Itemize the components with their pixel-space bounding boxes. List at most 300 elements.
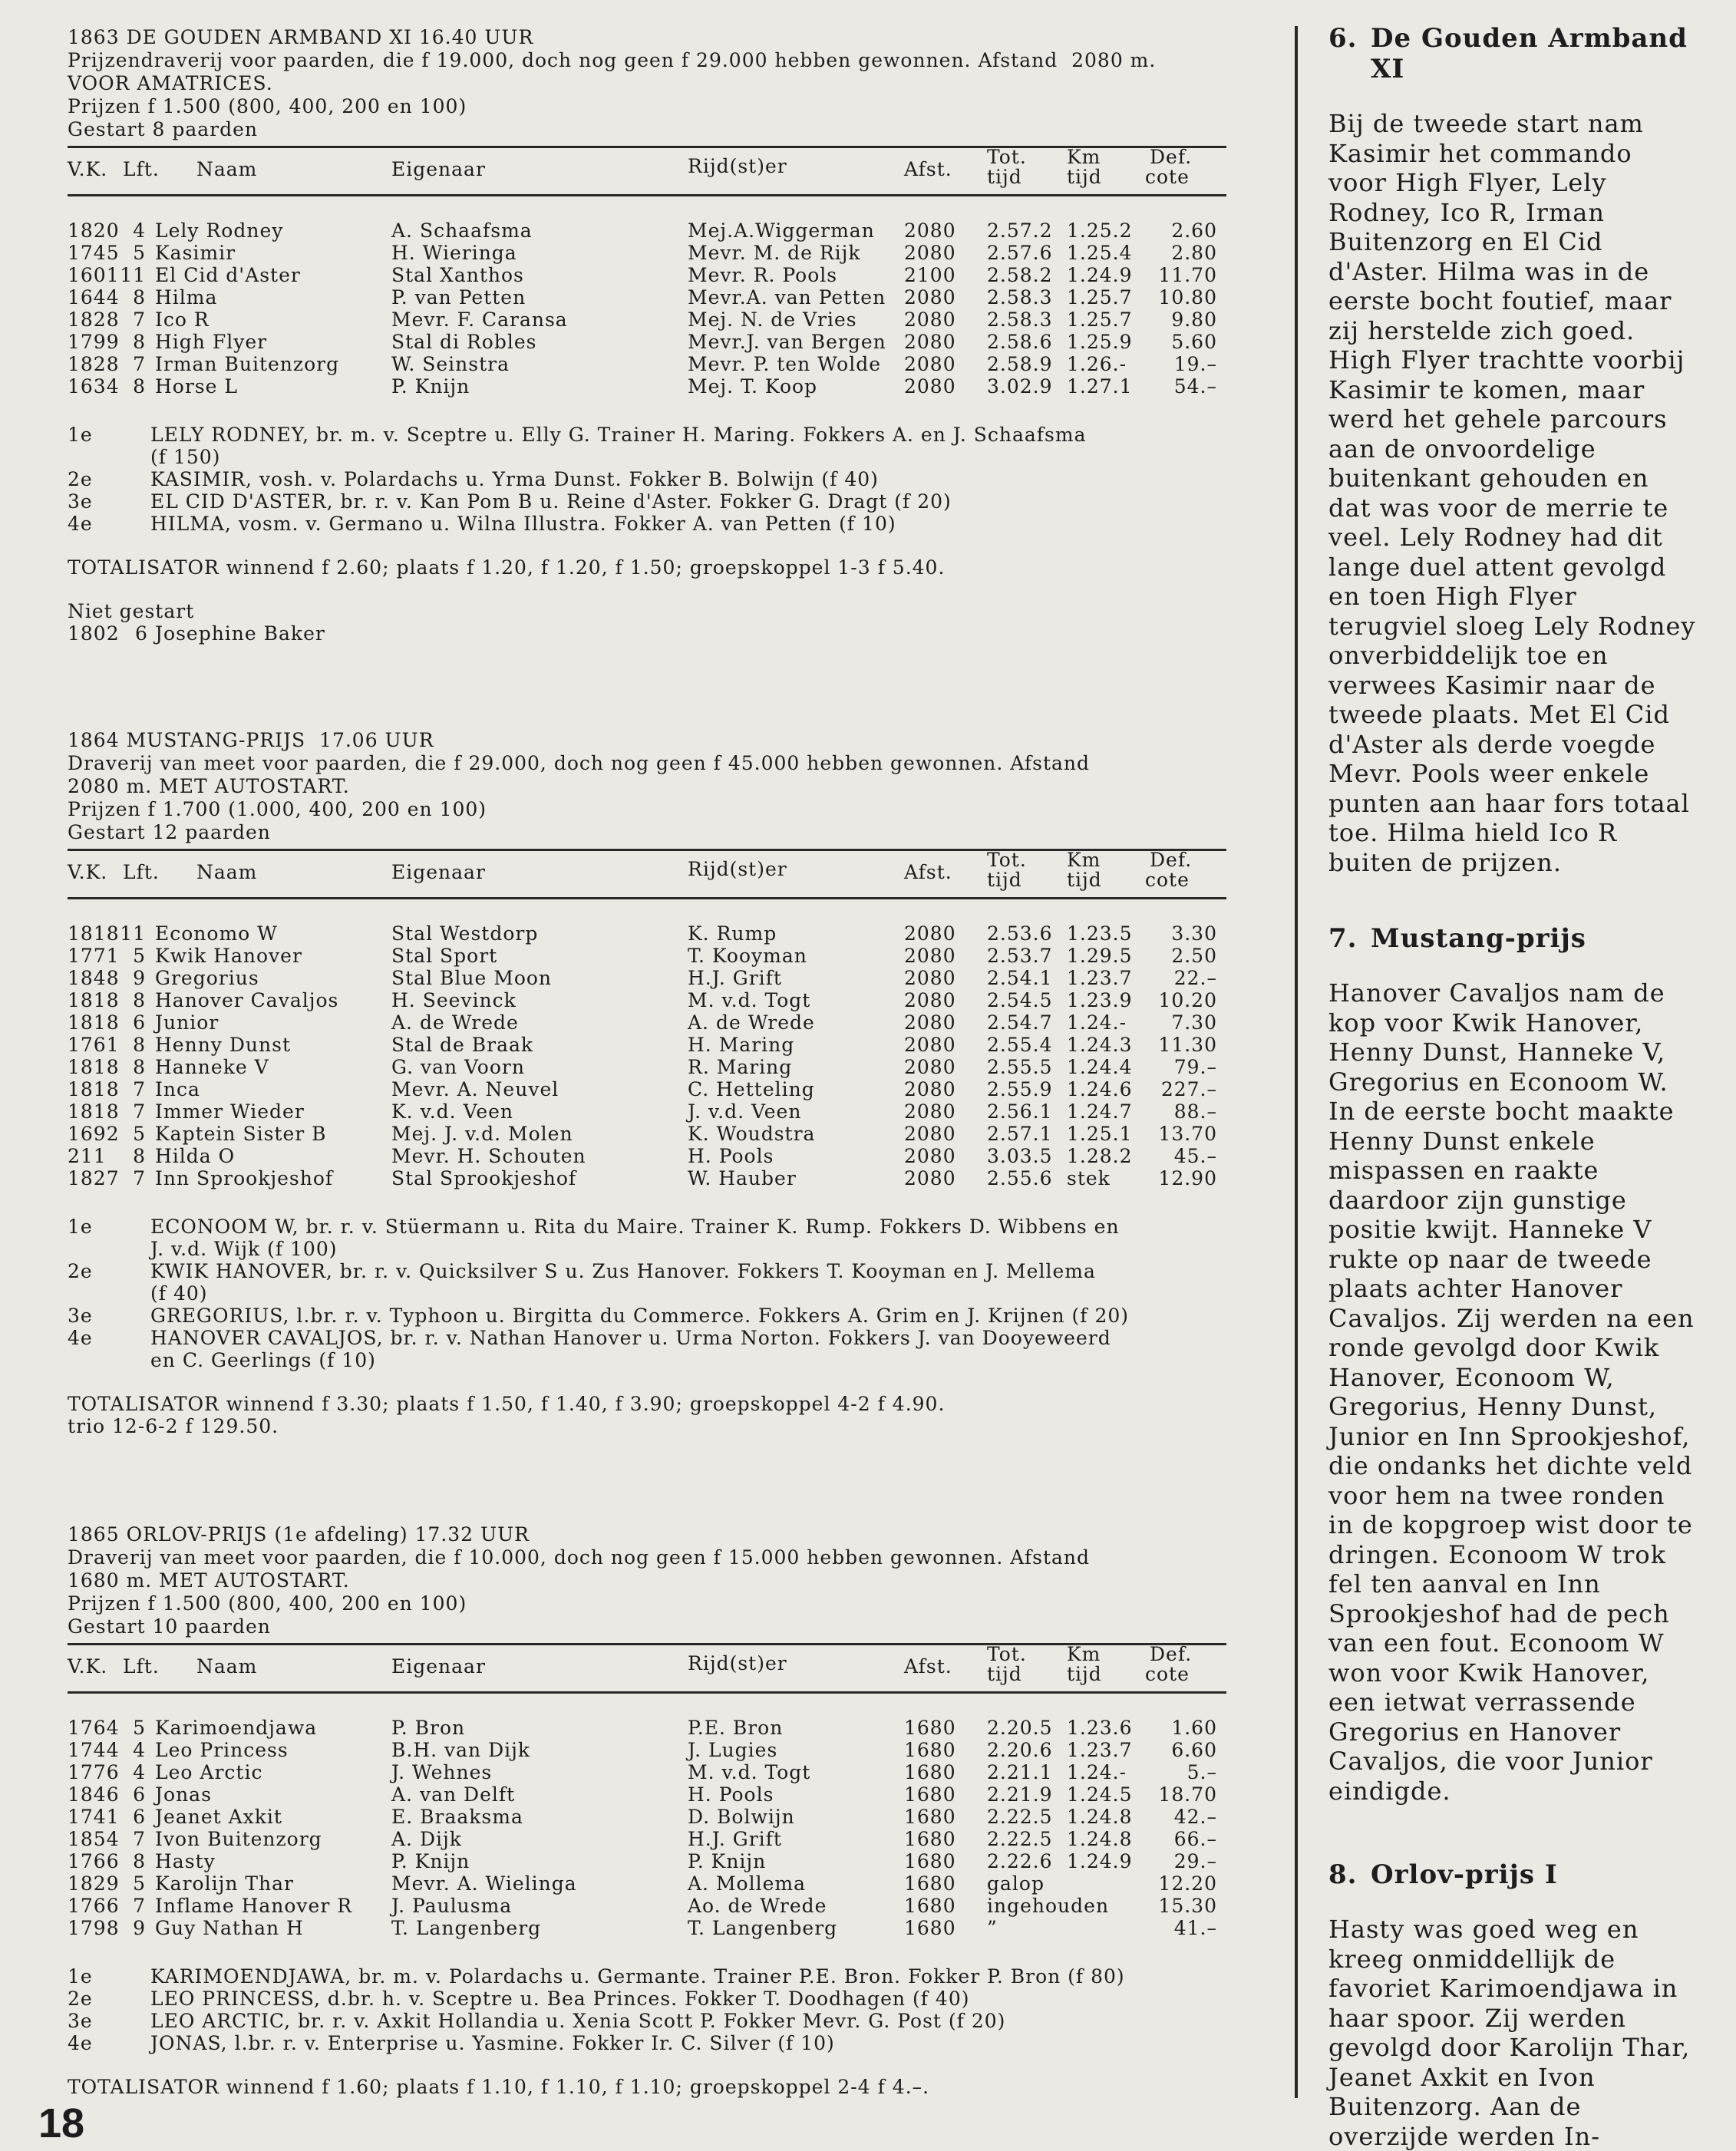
placing-text-continued: en C. Geerlings (f 10) [150,1349,376,1371]
tot-tijd-cell: 2.57.2 [987,219,1053,242]
rijder-cell: P. Knijn [688,1850,767,1872]
rijder-cell: W. Hauber [688,1167,797,1189]
km-tijd-cell: 1.24.8 [1067,1828,1133,1850]
totalisator-line: TOTALISATOR winnend f 3.30; plaats f 1.50, f 1.40, f 3.90; groepskoppel 4-2 f 4.90. [68,1393,946,1415]
lft-cell: 8 [133,1056,146,1078]
afst-cell: 2080 [904,1011,956,1034]
placing-text: JONAS, l.br. r. v. Enterprise u. Yasmine. Fokker Ir. C. Silver (f 10) [150,2032,835,2054]
def-cote-cell: 7.30 [1171,1011,1217,1034]
def-cote-cell: 5.– [1186,1761,1217,1783]
km-tijd-cell: 1.25.7 [1067,308,1133,331]
tot-tijd-cell: ingehouden [987,1895,1110,1917]
def-cote-cell: 1.60 [1171,1717,1217,1739]
vk-cell: 1820 [68,219,120,242]
column-header-rijder: Rijd(st)er [688,155,787,177]
rijder-cell: Mevr. M. de Rijk [688,242,861,264]
column-header-naam: Naam [196,1655,258,1678]
afst-cell: 2080 [904,375,956,398]
rijder-cell: A. Mollema [688,1872,806,1895]
race-header-line: VOOR AMATRICES. [68,72,273,94]
eigenaar-cell: A. de Wrede [391,1011,519,1034]
table-row [68,1895,1226,1917]
column-header-tot2: tijd [987,1663,1022,1685]
column-header-tot1: Tot. [987,1643,1027,1665]
tot-tijd-cell: 2.58.9 [987,353,1053,375]
placing-text: ECONOOM W, br. r. v. Stüermann u. Rita du Maire. Trainer K. Rump. Fokkers D. Wibbens en [150,1216,1120,1238]
placing-entry [68,468,1226,490]
placing-text: HANOVER CAVALJOS, br. r. v. Nathan Hanover u. Urma Norton. Fokkers J. van Dooyeweerd [150,1327,1111,1349]
race-results-list [68,26,1226,2098]
naam-cell: Gregorius [155,967,259,989]
rijder-cell: H. Maring [688,1034,795,1056]
lft-cell: 5 [133,945,146,967]
totalisator-line: TOTALISATOR winnend f 1.60; plaats f 1.10, f 1.10, f 1.10; groepskoppel 2-4 f 4.–. [68,2076,930,2098]
afst-cell: 2080 [904,1145,956,1167]
def-cote-cell: 79.– [1173,1056,1217,1078]
table-row [68,331,1226,353]
rijder-cell: C. Hetteling [688,1078,815,1100]
commentary-title-line: XI [1371,54,1405,84]
def-cote-cell: 42.– [1173,1806,1217,1828]
afst-cell: 1680 [904,1872,956,1895]
naam-cell: Economo W [155,922,278,945]
totalisator [68,556,1226,579]
placing-rank: 4e [68,513,93,535]
column-header-tot2: tijd [987,166,1022,188]
column-header-lft: Lft. [123,1655,160,1678]
afst-cell: 1680 [904,1783,956,1806]
vk-cell: 1766 [68,1850,120,1872]
naam-cell: Inflame Hanover R [155,1895,353,1917]
placing-entry [68,490,1226,513]
vk-cell: 1601 [68,264,120,286]
rijder-cell: Mej.A.Wiggerman [688,219,875,242]
tot-tijd-cell: 2.54.5 [987,989,1053,1011]
table-row [68,308,1226,331]
column-header-def2: cote [1145,166,1190,188]
afst-cell: 2080 [904,353,956,375]
race-header [68,729,1226,844]
lft-cell: 4 [133,1739,146,1761]
table-row [68,989,1226,1011]
race-block [68,26,1226,645]
km-tijd-cell: 1.24.- [1067,1011,1127,1034]
eigenaar-cell: Mevr. A. Wielinga [391,1872,577,1895]
tot-tijd-cell: 2.58.6 [987,331,1053,353]
tot-tijd-cell: 2.55.4 [987,1034,1053,1056]
eigenaar-cell: P. van Petten [391,286,526,308]
km-tijd-cell: 1.24.3 [1067,1034,1133,1056]
km-tijd-cell: 1.23.7 [1067,1739,1133,1761]
afst-cell: 1680 [904,1739,956,1761]
naam-cell: Jeanet Axkit [155,1806,282,1828]
race-block [68,1523,1226,2098]
table-row [68,1783,1226,1806]
race-header [68,26,1226,141]
def-cote-cell: 22.– [1173,967,1217,989]
placing-text-continued: J. v.d. Wijk (f 100) [150,1238,338,1260]
vk-cell: 1744 [68,1739,120,1761]
placing-entry [68,1988,1226,2010]
naam-cell: Hilma [155,286,218,308]
race-header-line: Gestart 12 paarden [68,821,271,843]
race-header-line: Prijzen f 1.700 (1.000, 400, 200 en 100) [68,798,487,820]
naam-cell: Leo Princess [155,1739,289,1761]
afst-cell: 2080 [904,989,956,1011]
lft-cell: 4 [133,1761,146,1783]
totalisator [68,1393,1226,1437]
table-body [68,219,1226,398]
vk-cell: 1798 [68,1917,120,1939]
column-header-km1: Km [1067,146,1101,168]
eigenaar-cell: Stal Xanthos [391,264,524,286]
vk-cell: 1818 [68,1100,120,1123]
eigenaar-cell: W. Seinstra [391,353,510,375]
column-header-def2: cote [1145,1663,1190,1685]
naam-cell: Immer Wieder [155,1100,305,1123]
column-header-eigenaar: Eigenaar [391,1655,486,1678]
def-cote-cell: 9.80 [1171,308,1217,331]
eigenaar-cell: K. v.d. Veen [391,1100,514,1123]
naam-cell: High Flyer [155,331,268,353]
eigenaar-cell: Mevr. A. Neuvel [391,1078,559,1100]
rijder-cell: H.J. Grift [688,1828,782,1850]
table-row [68,1056,1226,1078]
race-header-line: Draverij van meet voor paarden, die f 29.000, doch nog geen f 45.000 hebben gewonnen. Afstand [68,752,1091,774]
lft-cell: 6 [133,1783,146,1806]
table-header [68,1643,1226,1694]
lft-cell: 7 [133,1100,146,1123]
lft-cell: 11 [120,922,146,945]
def-cote-cell: 11.70 [1158,264,1217,286]
placing-rank: 2e [68,1260,93,1282]
km-tijd-cell: 1.24.9 [1067,264,1133,286]
race-header-line: 1865 ORLOV-PRIJS (1e afdeling) 17.32 UUR [68,1523,530,1546]
lft-cell: 6 [135,622,148,645]
vk-cell: 1802 [68,622,120,645]
afst-cell: 2080 [904,922,956,945]
placings [68,424,1226,535]
vk-cell: 1818 [68,1011,120,1034]
naam-cell: Ivon Buitenzorg [155,1828,322,1850]
vk-cell: 1771 [68,945,120,967]
placing-text: LELY RODNEY, br. m. v. Sceptre u. Elly G. Trainer H. Maring. Fokkers A. en J. Schaafsma [150,424,1087,446]
naam-cell: Kwik Hanover [155,945,302,967]
km-tijd-cell: 1.24.5 [1067,1783,1133,1806]
vk-cell: 1634 [68,375,120,398]
km-tijd-cell: 1.28.2 [1067,1145,1133,1167]
placing-text: KASIMIR, vosh. v. Polardachs u. Yrma Dunst. Fokker B. Bolwijn (f 40) [150,468,879,490]
column-header-def1: Def. [1150,1643,1193,1665]
vk-cell: 1644 [68,286,120,308]
placing-rank: 4e [68,1327,93,1349]
vk-cell: 1827 [68,1167,120,1189]
placing-text-continued: (f 150) [150,446,221,468]
commentary-title-line [1328,923,1697,954]
column-header-def1: Def. [1150,146,1193,168]
race-header-line: Prijzen f 1.500 (800, 400, 200 en 100) [68,1592,467,1615]
commentary-title-text: De Gouden Armband [1371,23,1688,54]
naam-cell: Lely Rodney [155,219,284,242]
naam-cell: Hanover Cavaljos [155,989,339,1011]
afst-cell: 2080 [904,945,956,967]
column-header-vk: V.K. [68,158,108,180]
eigenaar-cell: J. Paulusma [391,1895,513,1917]
eigenaar-cell: P. Bron [391,1717,466,1739]
table-row [68,1761,1226,1783]
not-started-entry [68,622,1226,645]
tot-tijd-cell: 2.55.9 [987,1078,1053,1100]
commentary-column [1328,23,1697,2151]
placing-entry [68,2032,1226,2054]
def-cote-cell: 2.50 [1171,945,1217,967]
lft-cell: 7 [133,308,146,331]
km-tijd-cell: 1.25.2 [1067,219,1133,242]
eigenaar-cell: Stal Sport [391,945,498,967]
vk-cell: 1854 [68,1828,120,1850]
table-row [68,1034,1226,1056]
vk-cell: 1848 [68,967,120,989]
def-cote-cell: 19.– [1173,353,1217,375]
race-header-line: Prijzen f 1.500 (800, 400, 200 en 100) [68,95,467,117]
column-divider [1295,26,1298,2098]
afst-cell: 1680 [904,1917,956,1939]
km-tijd-cell: 1.27.1 [1067,375,1133,398]
commentary-spacer [1328,1806,1697,1859]
naam-cell: Hasty [155,1850,216,1872]
tot-tijd-cell: 3.03.5 [987,1145,1053,1167]
def-cote-cell: 54.– [1173,375,1217,398]
lft-cell: 7 [133,1828,146,1850]
naam-cell: Hanneke V [155,1056,269,1078]
afst-cell: 2080 [904,1100,956,1123]
race-header-line: 1864 MUSTANG-PRIJS 17.06 UUR [68,729,434,751]
rijder-cell: A. de Wrede [688,1011,815,1034]
placing-text: KWIK HANOVER, br. r. v. Quicksilver S u. Zus Hanover. Fokkers T. Kooyman en J. Mellema [150,1260,1096,1282]
rijder-cell: T. Kooyman [688,945,807,967]
afst-cell: 2100 [904,264,956,286]
lft-cell: 8 [133,331,146,353]
placing-text: LEO PRINCESS, d.br. h. v. Sceptre u. Bea Princes. Fokker T. Doodhagen (f 40) [150,1988,970,2010]
placings [68,1216,1226,1371]
rijder-cell: P.E. Bron [688,1717,784,1739]
lft-cell: 7 [133,1078,146,1100]
afst-cell: 2080 [904,286,956,308]
km-tijd-cell: 1.23.7 [1067,967,1133,989]
table-row [68,242,1226,264]
results-column [68,26,1226,2098]
km-tijd-cell: 1.24.7 [1067,1100,1133,1123]
km-tijd-cell: 1.24.8 [1067,1806,1133,1828]
race-header-line: Draverij van meet voor paarden, die f 10.000, doch nog geen f 15.000 hebben gewonnen. Afstand [68,1546,1091,1569]
placing-text: HILMA, vosm. v. Germano u. Wilna Illustra. Fokker A. van Petten (f 10) [150,513,896,535]
column-header-vk: V.K. [68,1655,108,1678]
placing-rank: 2e [68,468,93,490]
vk-cell: 1761 [68,1034,120,1056]
placing-text: GREGORIUS, l.br. r. v. Typhoon u. Birgitta du Commerce. Fokkers A. Grim en J. Krijnen (f 20) [150,1305,1130,1327]
afst-cell: 2080 [904,219,956,242]
rijder-cell: Mej. T. Koop [688,375,818,398]
def-cote-cell: 6.60 [1171,1739,1217,1761]
def-cote-cell: 41.– [1173,1917,1217,1939]
vk-cell: 1745 [68,242,120,264]
race-header-line: 2080 m. MET AUTOSTART. [68,775,350,797]
lft-cell: 8 [133,375,146,398]
eigenaar-cell: P. Knijn [391,375,470,398]
km-tijd-cell: 1.24.- [1067,1761,1127,1783]
naam-cell: Hilda O [155,1145,236,1167]
rijder-cell: J. Lugies [688,1739,778,1761]
column-header-km2: tijd [1067,869,1102,891]
tot-tijd-cell: 2.58.3 [987,286,1053,308]
table-row [68,1123,1226,1145]
eigenaar-cell: A. Dijk [391,1828,462,1850]
rijder-cell: Ao. de Wrede [688,1895,827,1917]
eigenaar-cell: A. Schaafsma [391,219,533,242]
lft-cell: 6 [133,1806,146,1828]
tot-tijd-cell: 2.53.6 [987,922,1053,945]
not-started [68,600,1226,645]
rijder-cell: M. v.d. Togt [688,989,811,1011]
km-tijd-cell: 1.25.7 [1067,286,1133,308]
eigenaar-cell: B.H. van Dijk [391,1739,531,1761]
tot-tijd-cell: 2.21.9 [987,1783,1053,1806]
table-row [68,1011,1226,1034]
naam-cell: Karolijn Thar [155,1872,295,1895]
tot-tijd-cell: 2.54.7 [987,1011,1053,1034]
totalisator [68,2076,1226,2098]
lft-cell: 7 [133,353,146,375]
placing-rank: 3e [68,2010,93,2032]
km-tijd-cell: 1.24.9 [1067,1850,1133,1872]
vk-cell: 1818 [68,922,120,945]
afst-cell: 2080 [904,1123,956,1145]
tot-tijd-cell: 2.20.6 [987,1739,1053,1761]
commentary-number: 7. [1328,923,1358,954]
vk-cell: 1818 [68,1078,120,1100]
tot-tijd-cell: 2.22.5 [987,1806,1053,1828]
lft-cell: 9 [133,967,146,989]
eigenaar-cell: Stal di Robles [391,331,537,353]
lft-cell: 5 [133,1872,146,1895]
lft-cell: 5 [133,242,146,264]
column-header-naam: Naam [196,861,258,883]
placing-entry [68,2010,1226,2032]
tot-tijd-cell: 2.57.1 [987,1123,1053,1145]
rijder-cell: M. v.d. Togt [688,1761,811,1783]
placing-entry [68,1216,1226,1260]
placings [68,1965,1226,2054]
column-header-afst: Afst. [904,861,952,883]
lft-cell: 8 [133,989,146,1011]
tot-tijd-cell: 2.54.1 [987,967,1053,989]
table-body [68,922,1226,1189]
rijder-cell: K. Rump [688,922,777,945]
table-row [68,1828,1226,1850]
placing-entry [68,1260,1226,1305]
lft-cell: 6 [133,1011,146,1034]
commentary-title-line [1328,23,1697,54]
km-tijd-cell: 1.24.6 [1067,1078,1133,1100]
placing-entry [68,1965,1226,1988]
totalisator-line: TOTALISATOR winnend f 2.60; plaats f 1.20, f 1.20, f 1.50; groepskoppel 1-3 f 5.40. [68,556,946,579]
commentary-text: Hasty was goed weg en kreeg onmiddellijk de favoriet Karimoendjawa in haar spoor. Zij werden gevolgd door Karolijn Thar, Jeanet Axkit en Ivon Buitenzorg. Aan de overzijde werden In- [1328,1915,1691,2151]
tot-tijd-cell: ” [987,1917,998,1939]
commentary-section [1328,1859,1697,2151]
lft-cell: 8 [133,1850,146,1872]
lft-cell: 11 [120,264,146,286]
vk-cell: 1828 [68,308,120,331]
commentary-title [1328,923,1697,954]
column-header-lft: Lft. [123,861,160,883]
def-cote-cell: 227.– [1160,1078,1217,1100]
km-tijd-cell: 1.23.9 [1067,989,1133,1011]
naam-cell: Jonas [155,1783,212,1806]
def-cote-cell: 13.70 [1158,1123,1217,1145]
eigenaar-cell: Stal de Braak [391,1034,534,1056]
column-header-rijder: Rijd(st)er [688,1652,787,1674]
eigenaar-cell: Mevr. F. Caransa [391,308,568,331]
table-row [68,1145,1226,1167]
eigenaar-cell: E. Braaksma [391,1806,523,1828]
km-tijd-cell: 1.25.9 [1067,331,1133,353]
race-spacer [68,1437,1226,1523]
tot-tijd-cell: galop [987,1872,1045,1895]
race-header-line: 1863 DE GOUDEN ARMBAND XI 16.40 UUR [68,26,534,48]
race-header-line: Prijzendraverij voor paarden, die f 19.000, doch nog geen f 29.000 hebben gewonnen. Afstand 2080 m. [68,49,1157,71]
vk-cell: 1741 [68,1806,120,1828]
rijder-cell: Mevr. P. ten Wolde [688,353,881,375]
rijder-cell: H.J. Grift [688,967,782,989]
commentary-spacer [1328,877,1697,923]
commentary-title-text: Orlov-prijs I [1371,1859,1558,1890]
eigenaar-cell: A. van Delft [391,1783,516,1806]
eigenaar-cell: Stal Westdorp [391,922,539,945]
column-header-lft: Lft. [123,158,160,180]
lft-cell: 8 [133,286,146,308]
rijder-cell: H. Pools [688,1145,774,1167]
column-header-tot1: Tot. [987,849,1027,871]
column-header-km1: Km [1067,849,1101,871]
table-header [68,849,1226,899]
km-tijd-cell: 1.23.5 [1067,922,1133,945]
table-row [68,1806,1226,1828]
naam-cell: Karimoendjawa [155,1717,318,1739]
race-header-line: Gestart 10 paarden [68,1615,271,1638]
naam-cell: Ico R [155,308,210,331]
column-header-def2: cote [1145,869,1190,891]
tot-tijd-cell: 2.22.6 [987,1850,1053,1872]
naam-cell: Leo Arctic [155,1761,263,1783]
afst-cell: 1680 [904,1828,956,1850]
table-row [68,1872,1226,1895]
table-row [68,945,1226,967]
eigenaar-cell: H. Wieringa [391,242,517,264]
km-tijd-cell: 1.23.6 [1067,1717,1133,1739]
afst-cell: 1680 [904,1806,956,1828]
rijder-cell: K. Woudstra [688,1123,816,1145]
afst-cell: 2080 [904,1167,956,1189]
tot-tijd-cell: 2.57.6 [987,242,1053,264]
def-cote-cell: 11.30 [1158,1034,1217,1056]
afst-cell: 1680 [904,1761,956,1783]
column-header-afst: Afst. [904,158,952,180]
rijder-cell: R. Maring [688,1056,793,1078]
km-tijd-cell: 1.25.1 [1067,1123,1133,1145]
lft-cell: 8 [133,1034,146,1056]
eigenaar-cell: Stal Blue Moon [391,967,553,989]
placing-text: EL CID D'ASTER, br. r. v. Kan Pom B u. Reine d'Aster. Fokker G. Dragt (f 20) [150,490,952,513]
